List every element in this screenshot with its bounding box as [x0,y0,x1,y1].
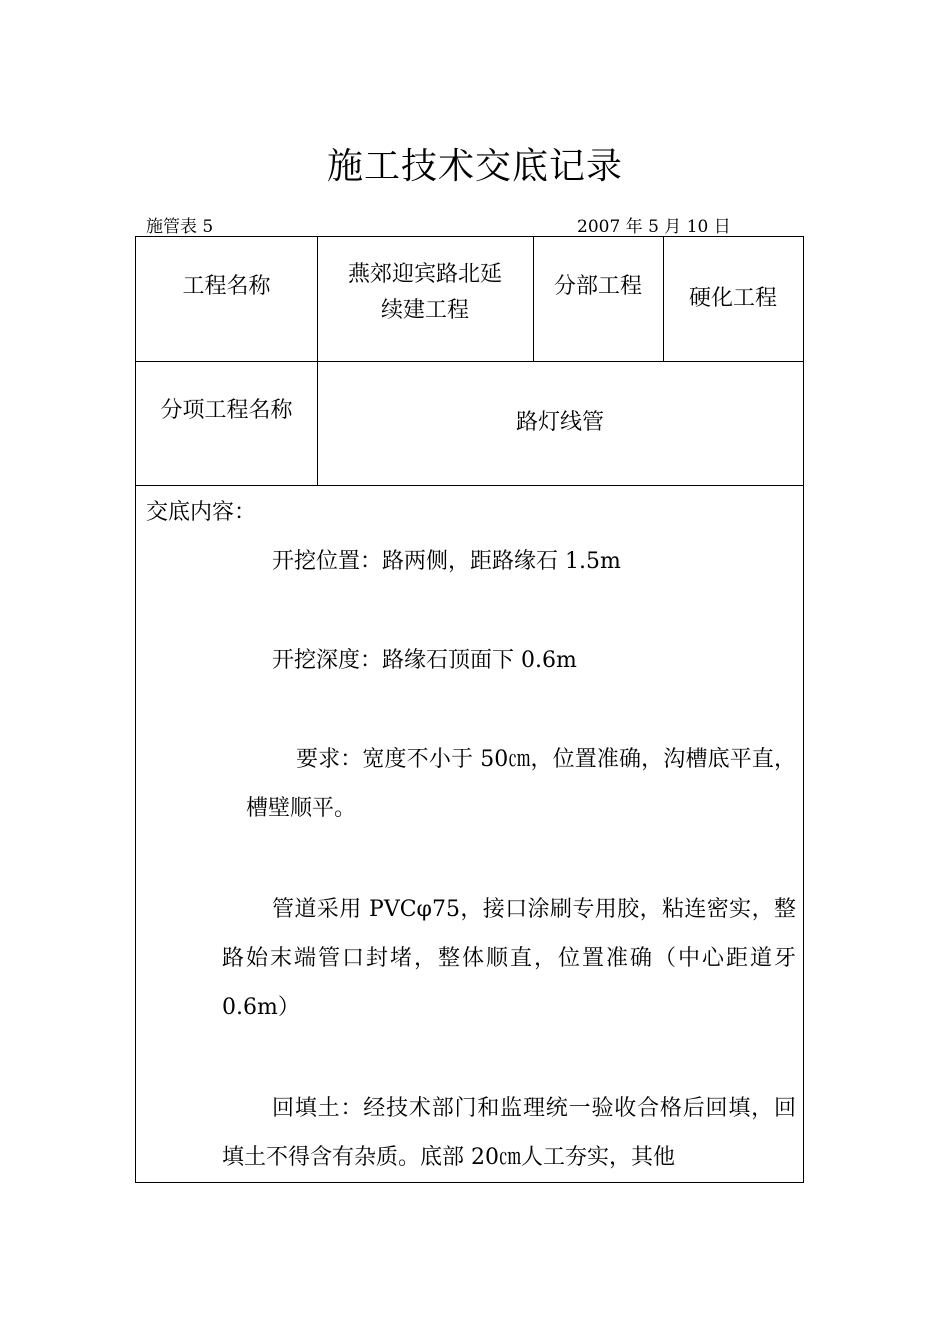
project-name-value [317,257,533,329]
content-paragraph: 开挖深度：路缘石顶面下 0.6m [272,648,577,673]
row-divider [136,485,803,486]
project-name-label: 工程名称 [182,274,271,299]
content-paragraph: 管道采用 PVCφ75，接口涂刷专用胶，粘连密实，整路始末端管口封堵，整体顺直，位置准确（中心距道牙 0.6m） [222,897,796,1020]
content-paragraph: 开挖位置：路两侧，距路缘石 1.5m [272,549,621,574]
form-date: 2007 年 5 月 10 日 [577,217,731,237]
record-table [135,236,804,1183]
project-name-line2: 续建工程 [380,298,469,323]
subitem-label: 分项工程名称 [160,398,293,423]
page-title: 施工技术交底记录 [326,146,623,187]
division-label: 分部工程 [553,274,642,299]
content-paragraph: 要求：宽度不小于 50㎝，位置准确，沟槽底平直，槽壁顺平。 [246,747,796,821]
project-name-line1: 燕郊迎宾路北延 [347,262,502,287]
division-value: 硬化工程 [688,286,777,311]
subitem-value: 路灯线管 [515,410,604,435]
content-paragraph: 回填土：经技术部门和监理统一验收合格后回填，回填土不得含有杂质。底部 20㎝人工夯实，其他 [222,1096,796,1170]
form-code: 施管表 5 [146,217,214,237]
content-label: 交底内容： [146,500,257,525]
row-divider [136,361,803,362]
